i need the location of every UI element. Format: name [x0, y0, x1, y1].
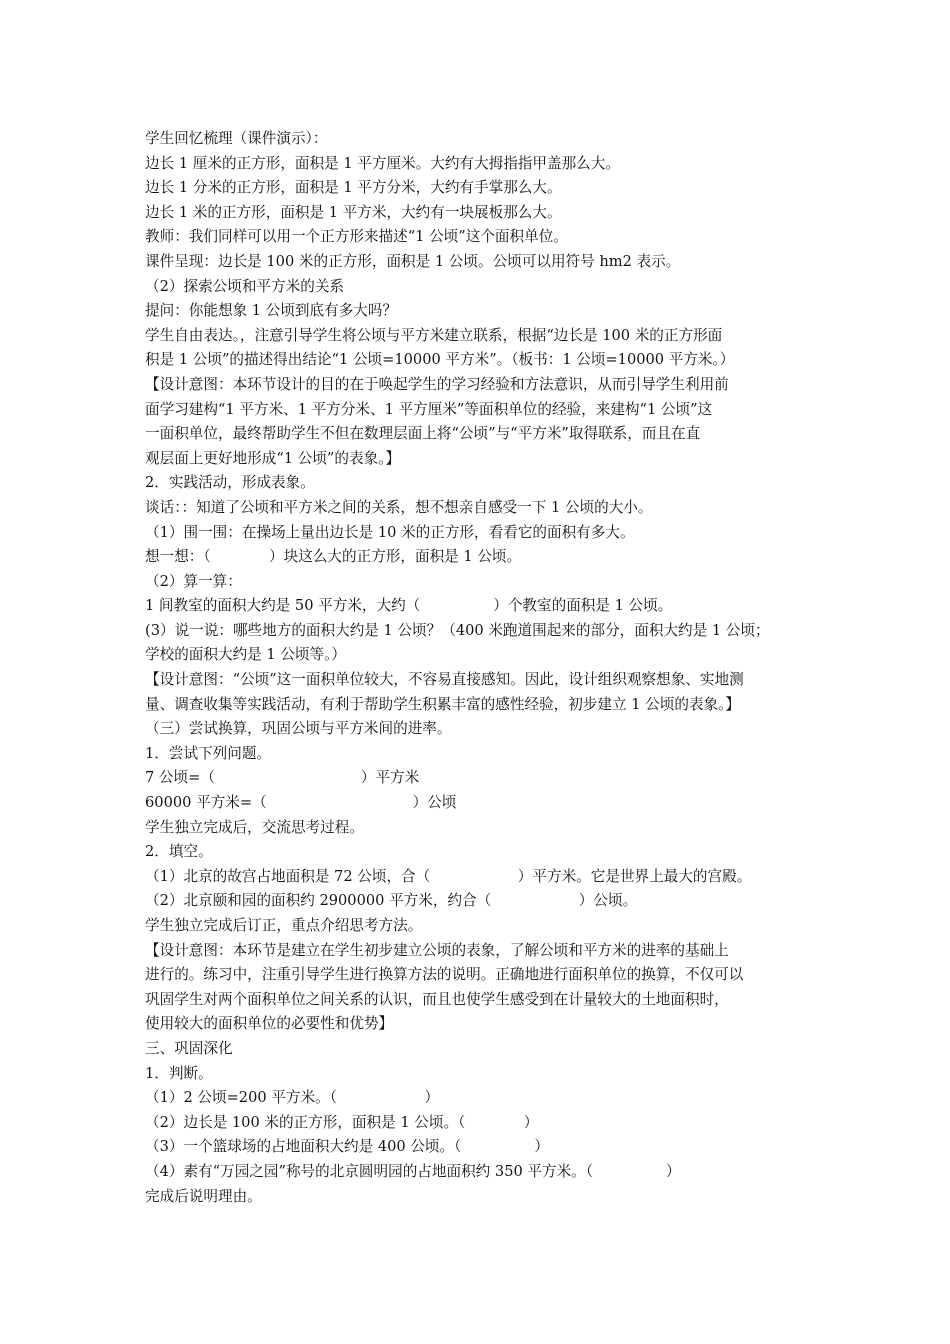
paragraph-line: 积是 1 公顷”的描述得出结论“1 公顷=10000 平方米”。（板书：1 公顷=10000 平方米。）	[145, 351, 735, 369]
document-page	[145, 127, 813, 1209]
paragraph-line: (3）说一说：哪些地方的面积大约是 1 公顷？（400 米跑道围起来的部分，面积大约是 1 公顷；	[145, 621, 770, 639]
text-line: （1）围一围：在操场上量出边长是 10 米的正方形，看看它的面积有多大。	[145, 523, 635, 541]
design-intent-line: 巩固学生对两个面积单位之间关系的认识，而且也使学生感受到在计量较大的土地面积时，	[145, 990, 729, 1008]
judge-item: （2）边长是 100 米的正方形，面积是 1 公顷。（ ）	[145, 1113, 539, 1131]
design-intent-line: 面学习建构“1 平方米、1 平方分米、1 平方厘米”等面积单位的经验，来建构“1 公顷”这	[145, 400, 713, 418]
fill-blank-line: 7 公顷=（ ）平方米	[145, 769, 420, 787]
section-heading: （2）探索公顷和平方米的关系	[145, 277, 345, 295]
design-intent-line: 【设计意图：本环节设计的目的在于唤起学生的学习经验和方法意识，从而引导学生利用前	[145, 375, 729, 393]
fill-blank-line: 想一想：（ ）块这么大的正方形，面积是 1 公顷。	[145, 548, 522, 566]
text-line: 提问：你能想象 1 公顷到底有多大吗？	[145, 302, 398, 320]
text-line: 学生回忆梳理（课件演示）：	[145, 130, 328, 147]
section-heading: 2．实践活动，形成表象。	[145, 474, 315, 492]
text-line: （2）算一算：	[145, 572, 242, 590]
design-intent-line: 【设计意图：“公顷”这一面积单位较大，不容易直接感知。因此，设计组织观察想象、实地测	[145, 671, 744, 689]
design-intent-line: 【设计意图：本环节是建立在学生初步建立公顷的表象，了解公顷和平方米的进率的基础上	[145, 941, 729, 959]
fill-blank-line: 60000 平方米=（ ）公顷	[145, 794, 457, 812]
section-heading: 三、巩固深化	[145, 1039, 233, 1057]
fill-blank-line: （1）北京的故宫占地面积是 72 公顷，合（ ）平方米。它是世界上最大的宫殿。	[145, 867, 752, 885]
design-intent-line: 一面积单位，最终帮助学生不但在数理层面上将“公顷”与“平方米”取得联系，而且在直	[145, 425, 701, 443]
fill-blank-line: （2）北京颐和园的面积约 2900000 平方米，约合（ ）公顷。	[145, 892, 638, 910]
text-line: 学生独立完成后，交流思考过程。	[145, 818, 364, 836]
text-line: 边长 1 分米的正方形，面积是 1 平方分米，大约有手掌那么大。	[145, 179, 562, 197]
text-line: 2．填空。	[145, 843, 213, 861]
design-intent-line: 量、调查收集等实践活动，有利于帮助学生积累丰富的感性经验，初步建立 1 公顷的表象。】	[145, 695, 741, 713]
text-line: 边长 1 厘米的正方形，面积是 1 平方厘米。大约有大拇指指甲盖那么大。	[145, 154, 620, 172]
text-line: 完成后说明理由。	[145, 1187, 262, 1205]
fill-blank-line: 1 间教室的面积大约是 50 平方米，大约（ ）个教室的面积是 1 公顷。	[145, 597, 673, 615]
judge-item: （3）一个篮球场的占地面积大约是 400 公顷。（ ）	[145, 1138, 549, 1156]
section-heading: （三）尝试换算，巩固公顷与平方米间的进率。	[145, 720, 452, 738]
design-intent-line: 使用较大的面积单位的必要性和优势】	[145, 1015, 394, 1033]
text-line: 谈话：：知道了公顷和平方米之间的关系，想不想亲自感受一下 1 公顷的大小。	[145, 498, 653, 516]
text-line: 教师：我们同样可以用一个正方形来描述“1 公顷”这个面积单位。	[145, 228, 568, 246]
text-line: 1．判断。	[145, 1064, 213, 1082]
paragraph-line: 学生自由表达。，注意引导学生将公顷与平方米建立联系，根据“边长是 100 米的正方形面	[145, 326, 723, 344]
judge-item: （1）2 公顷=200 平方米。（ ）	[145, 1089, 440, 1107]
judge-item: （4）素有“万园之园”称号的北京圆明园的占地面积约 350 平方米。（ ）	[145, 1162, 681, 1180]
design-intent-line: 观层面上更好地形成“1 公顷”的表象。】	[145, 449, 401, 467]
text-line: 边长 1 米的正方形，面积是 1 平方米，大约有一块展板那么大。	[145, 203, 562, 221]
text-line: 学生独立完成后订正，重点介绍思考方法。	[145, 917, 423, 934]
text-line: 课件呈现：边长是 100 米的正方形，面积是 1 公顷。公顷可以用符号 hm2 表示。	[145, 252, 681, 270]
paragraph-line: 学校的面积大约是 1 公顷等。）	[145, 646, 346, 664]
text-line: 1．尝试下列问题。	[145, 744, 272, 762]
design-intent-line: 进行的。练习中，注重引导学生进行换算方法的说明。正确地进行面积单位的换算，不仅可以	[145, 966, 744, 984]
